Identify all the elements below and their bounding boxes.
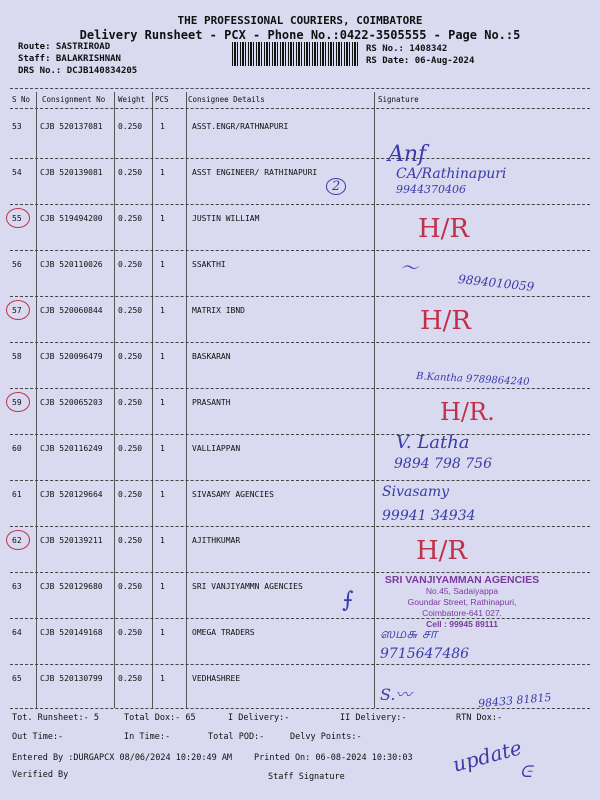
row-consignee: BASKARAN: [192, 352, 231, 361]
agency-stamp: [372, 574, 552, 630]
row-pcs: 1: [160, 122, 165, 131]
hw-sign-65: S.〰: [380, 685, 412, 704]
row-sno: 60: [12, 444, 22, 453]
hw-sign-63: ⨍: [342, 588, 354, 613]
row-weight: 0.250: [118, 214, 143, 223]
row-sno: 65: [12, 674, 22, 683]
row-consignment: CJB 520065203: [40, 398, 103, 407]
row-consignee: OMEGA TRADERS: [192, 628, 255, 637]
entered-by: Entered By :DURGAPCX 08/06/2024 10:20:49 AM: [12, 753, 233, 763]
row-consignee: SSAKTHI: [192, 260, 226, 269]
row-divider: [10, 204, 590, 205]
tot-runsheet: Tot. Runsheet:- 5: [12, 713, 99, 723]
hw-signature-56: 9894010059: [457, 272, 535, 294]
rtn-dox: RTN Dox:-: [456, 713, 503, 723]
row-consignment: CJB 520149168: [40, 628, 103, 637]
row-sno: 58: [12, 352, 22, 361]
stamp-name: SRI VANJIYAMMAN AGENCIES: [384, 574, 540, 586]
row-pcs: 1: [160, 444, 165, 453]
row-sno: 53: [12, 122, 22, 131]
row-divider: [10, 526, 590, 527]
row-consignee: SRI VANJIYAMMN AGENCIES: [192, 582, 303, 591]
row-consignee: SIVASAMY AGENCIES: [192, 490, 274, 499]
stamp-line: Coimbatore-641 027.: [422, 608, 502, 618]
row-sno: 55: [12, 214, 22, 223]
row-consignee: JUSTIN WILLIAM: [192, 214, 260, 223]
route-label: Route: SASTRIROAD: [18, 42, 111, 52]
i-delivery: I Delivery:-: [228, 713, 290, 723]
table-row: [0, 214, 600, 260]
hw-initials: ᕮ: [520, 762, 532, 781]
row-divider: [10, 158, 590, 159]
printed-on: Printed On: 06-08-2024 10:30:03: [254, 753, 413, 763]
row-weight: 0.250: [118, 168, 143, 177]
table-row: [0, 398, 600, 444]
table-row: [0, 628, 600, 674]
runsheet-title: Delivery Runsheet - PCX - Phone No.:0422-3505555 - Page No.:5: [79, 28, 521, 42]
row-pcs: 1: [160, 490, 165, 499]
row-divider: [10, 434, 590, 435]
hw-circled-number: 2: [326, 178, 346, 195]
red-circle-mark: [6, 208, 30, 228]
row-consignee: VEDHASHREE: [192, 674, 241, 683]
hw-signature-64: 9715647486: [380, 646, 470, 662]
row-pcs: 1: [160, 306, 165, 315]
row-consignee: AJITHKUMAR: [192, 536, 241, 545]
row-weight: 0.250: [118, 306, 143, 315]
col-sno: S No: [12, 95, 31, 104]
hw-signature-61a: Sivasamy: [382, 484, 450, 500]
col-signature: Signature: [378, 95, 419, 104]
row-consignment: CJB 520139211: [40, 536, 103, 545]
row-consignment: CJB 520129664: [40, 490, 103, 499]
divider: [10, 108, 590, 109]
row-sno: 62: [12, 536, 22, 545]
hw-sign-64: ஸம௬ சா: [380, 626, 438, 642]
row-consignee: MATRIX IBND: [192, 306, 245, 315]
hw-signature-60a: V. Latha: [396, 432, 470, 453]
row-weight: 0.250: [118, 444, 143, 453]
row-weight: 0.250: [118, 674, 143, 683]
hw-signature-65: 98433 81815: [477, 690, 552, 711]
table-row: [0, 168, 600, 214]
row-pcs: 1: [160, 398, 165, 407]
stamp-line: Goundar Street, Rathinapuri,: [407, 597, 517, 607]
hw-hr-62: H/R: [416, 536, 468, 566]
row-consignment: CJB 520110026: [40, 260, 103, 269]
company-title: THE PROFESSIONAL COURIERS, COIMBATORE: [177, 14, 423, 27]
hw-hr-57: H/R: [420, 306, 472, 336]
hw-sign-56: ～: [400, 258, 418, 279]
row-weight: 0.250: [118, 582, 143, 591]
row-divider: [10, 250, 590, 251]
row-pcs: 1: [160, 260, 165, 269]
row-pcs: 1: [160, 536, 165, 545]
row-pcs: 1: [160, 628, 165, 637]
table-row: [0, 122, 600, 168]
row-weight: 0.250: [118, 260, 143, 269]
rs-number: RS No.: 1408342: [366, 44, 448, 54]
row-sno: 57: [12, 306, 22, 315]
row-pcs: 1: [160, 214, 165, 223]
staff-label: Staff: BALAKRISHNAN: [18, 54, 121, 64]
rs-date: RS Date: 06-Aug-2024: [366, 56, 475, 66]
col-consignee: Consignee Details: [188, 95, 265, 104]
row-consignment: CJB 520130799: [40, 674, 103, 683]
row-sno: 54: [12, 168, 22, 177]
row-consignment: CJB 520129680: [40, 582, 103, 591]
row-consignment: CJB 520096479: [40, 352, 103, 361]
row-consignee: VALLIAPPAN: [192, 444, 241, 453]
in-time: In Time:-: [124, 732, 171, 742]
hw-update-note: update: [450, 735, 525, 777]
row-sno: 59: [12, 398, 22, 407]
row-consignee: ASST ENGINEER/ RATHINAPURI: [192, 168, 318, 177]
row-weight: 0.250: [118, 352, 143, 361]
hw-signature-61b: 99941 34934: [382, 508, 476, 524]
row-sno: 61: [12, 490, 22, 499]
divider: [10, 708, 590, 709]
drs-label: DRS No.: DCJB140834205: [18, 66, 138, 76]
staff-signature: Staff Signature: [268, 772, 345, 782]
row-weight: 0.250: [118, 628, 143, 637]
stamp-line: No.45, Sadaiyappa: [425, 586, 499, 596]
hw-signature-58: B.Kantha 9789864240: [415, 371, 530, 388]
row-divider: [10, 342, 590, 343]
row-consignment: CJB 520116249: [40, 444, 103, 453]
stamp-line: Cell : 99945 89111: [426, 619, 498, 629]
row-consignee: ASST.ENGR/RATHNAPURI: [192, 122, 289, 131]
hw-signature-54b: 9944370406: [396, 183, 466, 196]
col-pcs: PCS: [155, 95, 169, 104]
red-circle-mark: [6, 300, 30, 320]
row-divider: [10, 664, 590, 665]
row-sno: 56: [12, 260, 22, 269]
row-divider: [10, 388, 590, 389]
row-sno: 64: [12, 628, 22, 637]
row-divider: [10, 480, 590, 481]
total-pod: Total POD:-: [208, 732, 265, 742]
table-row: [0, 306, 600, 352]
row-consignee: PRASANTH: [192, 398, 231, 407]
hw-hr-59: H/R.: [440, 398, 495, 426]
row-sno: 63: [12, 582, 22, 591]
row-pcs: 1: [160, 582, 165, 591]
red-circle-mark: [6, 530, 30, 550]
hw-signature-54a: CA/Rathinapuri: [396, 166, 507, 182]
row-weight: 0.250: [118, 490, 143, 499]
row-divider: [10, 296, 590, 297]
out-time: Out Time:-: [12, 732, 64, 742]
hw-hr-55: H/R: [418, 214, 470, 244]
delvy-points: Delvy Points:-: [290, 732, 362, 742]
row-weight: 0.250: [118, 122, 143, 131]
row-pcs: 1: [160, 352, 165, 361]
col-consignment: Consignment No: [42, 95, 106, 104]
hw-signature-60b: 9894 798 756: [394, 456, 492, 472]
row-pcs: 1: [160, 168, 165, 177]
ii-delivery: II Delivery:-: [340, 713, 407, 723]
row-consignment: CJB 520139081: [40, 168, 103, 177]
divider: [10, 88, 590, 89]
total-dox: Total Dox:- 65: [124, 713, 196, 723]
table-row: [0, 490, 600, 536]
row-consignment: CJB 520060844: [40, 306, 103, 315]
row-consignment: CJB 519494200: [40, 214, 103, 223]
table-row: [0, 444, 600, 490]
row-weight: 0.250: [118, 536, 143, 545]
row-divider: [10, 572, 590, 573]
hw-signature-53: Anf: [388, 142, 427, 167]
verified-by: Verified By: [12, 770, 69, 780]
row-consignment: CJB 520137081: [40, 122, 103, 131]
barcode: [232, 42, 360, 66]
col-weight: Weight: [118, 95, 146, 104]
row-weight: 0.250: [118, 398, 143, 407]
red-circle-mark: [6, 392, 30, 412]
row-pcs: 1: [160, 674, 165, 683]
